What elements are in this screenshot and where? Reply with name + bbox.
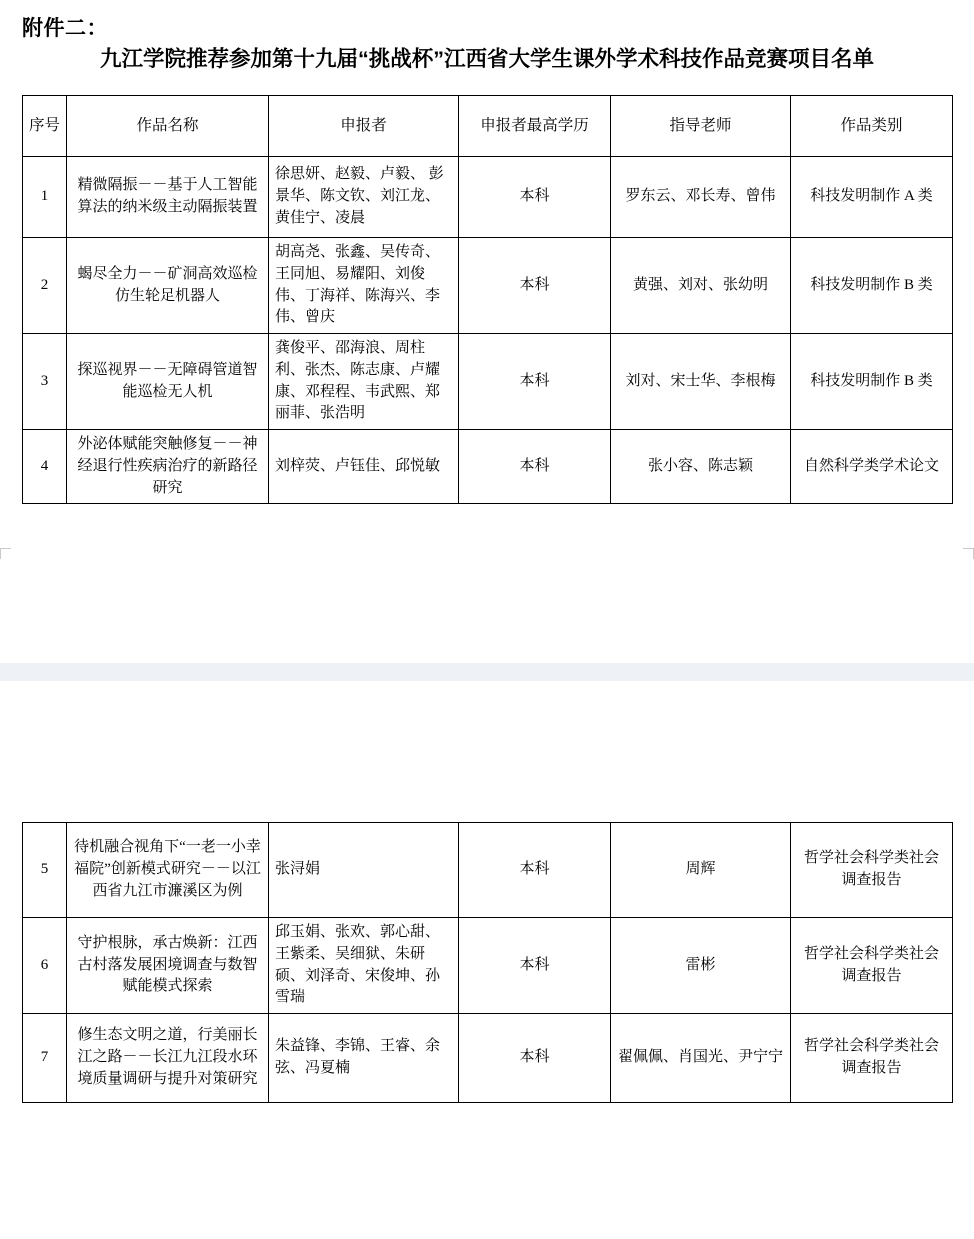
cell-project-name: 守护根脉，承古焕新：江西古村落发展困境调查与数智赋能模式探索	[67, 918, 269, 1014]
cell-category: 哲学社会科学类社会调查报告	[791, 823, 953, 918]
crop-mark-left	[0, 548, 11, 559]
cell-project-name: 探巡视界－－无障碍管道智能巡检无人机	[67, 334, 269, 430]
cell-advisors: 罗东云、邓长寿、曾伟	[611, 157, 791, 238]
cell-category: 自然科学类学术论文	[791, 430, 953, 504]
cell-index: 5	[23, 823, 67, 918]
attachment-label: 附件二：	[22, 17, 108, 40]
cell-category: 哲学社会科学类社会调查报告	[791, 1014, 953, 1103]
column-header-project-name: 作品名称	[67, 96, 269, 157]
cell-applicants: 刘梓荧、卢钰佳、邱悦敏	[269, 430, 459, 504]
cell-project-name: 待机融合视角下“一老一小幸福院”创新模式研究－－以江西省九江市濂溪区为例	[67, 823, 269, 918]
cell-education: 本科	[459, 157, 611, 238]
cell-index: 4	[23, 430, 67, 504]
page-separator-band	[0, 663, 974, 681]
cell-project-name: 精微隔振－－基于人工智能算法的纳米级主动隔振装置	[67, 157, 269, 238]
column-header-advisors: 指导老师	[611, 96, 791, 157]
column-header-applicants: 申报者	[269, 96, 459, 157]
cell-education: 本科	[459, 918, 611, 1014]
table-row	[23, 1014, 953, 1103]
cell-index: 6	[23, 918, 67, 1014]
cell-category: 哲学社会科学类社会调查报告	[791, 918, 953, 1014]
cell-advisors: 张小容、陈志颖	[611, 430, 791, 504]
table-header-row	[23, 96, 953, 157]
cell-category: 科技发明制作 B 类	[791, 238, 953, 334]
cell-education: 本科	[459, 430, 611, 504]
cell-advisors: 周辉	[611, 823, 791, 918]
cell-advisors: 雷彬	[611, 918, 791, 1014]
page-title: 九江学院推荐参加第十九届“挑战杯”江西省大学生课外学术科技作品竞赛项目名单	[99, 47, 874, 71]
cell-education: 本科	[459, 334, 611, 430]
cell-project-name: 修生态文明之道，行美丽长江之路－－长江九江段水环境质量调研与提升对策研究	[67, 1014, 269, 1103]
cell-education: 本科	[459, 823, 611, 918]
table-row	[23, 157, 953, 238]
table-row	[23, 334, 953, 430]
column-header-category: 作品类别	[791, 96, 953, 157]
crop-mark-right	[963, 548, 974, 559]
column-header-education: 申报者最高学历	[459, 96, 611, 157]
cell-applicants: 龚俊平、邵海浪、周柱利、张杰、陈志康、卢耀康、邓程程、韦武熙、郑丽菲、张浩明	[269, 334, 459, 430]
cell-advisors: 黄强、刘对、张幼明	[611, 238, 791, 334]
cell-index: 2	[23, 238, 67, 334]
cell-project-name: 外泌体赋能突触修复－－神经退行性疾病治疗的新路径研究	[67, 430, 269, 504]
cell-index: 7	[23, 1014, 67, 1103]
cell-applicants: 张浔娟	[269, 823, 459, 918]
cell-category: 科技发明制作 A 类	[791, 157, 953, 238]
table-row	[23, 823, 953, 918]
project-table-part-2	[22, 822, 953, 1103]
cell-category: 科技发明制作 B 类	[791, 334, 953, 430]
table-row	[23, 430, 953, 504]
cell-advisors: 刘对、宋士华、李根梅	[611, 334, 791, 430]
cell-applicants: 胡高尧、张鑫、吴传奇、王同旭、易耀阳、刘俊伟、丁海祥、陈海兴、李伟、曾庆	[269, 238, 459, 334]
project-table-part-1	[22, 95, 953, 504]
cell-applicants: 徐思妍、赵毅、卢毅、 彭景华、陈文钦、刘江龙、黄佳宁、凌晨	[269, 157, 459, 238]
cell-education: 本科	[459, 1014, 611, 1103]
cell-applicants: 朱益锋、李锦、王睿、余弦、冯夏楠	[269, 1014, 459, 1103]
table-row	[23, 918, 953, 1014]
cell-index: 3	[23, 334, 67, 430]
column-header-index: 序号	[23, 96, 67, 157]
cell-index: 1	[23, 157, 67, 238]
cell-applicants: 邱玉娟、张欢、郭心甜、王紫柔、吴细狱、朱研硕、刘泽奇、宋俊坤、孙雪瑞	[269, 918, 459, 1014]
cell-advisors: 翟佩佩、肖国光、尹宁宁	[611, 1014, 791, 1103]
table-row	[23, 238, 953, 334]
cell-education: 本科	[459, 238, 611, 334]
cell-project-name: 蝎尽全力－－矿洞高效巡检仿生轮足机器人	[67, 238, 269, 334]
